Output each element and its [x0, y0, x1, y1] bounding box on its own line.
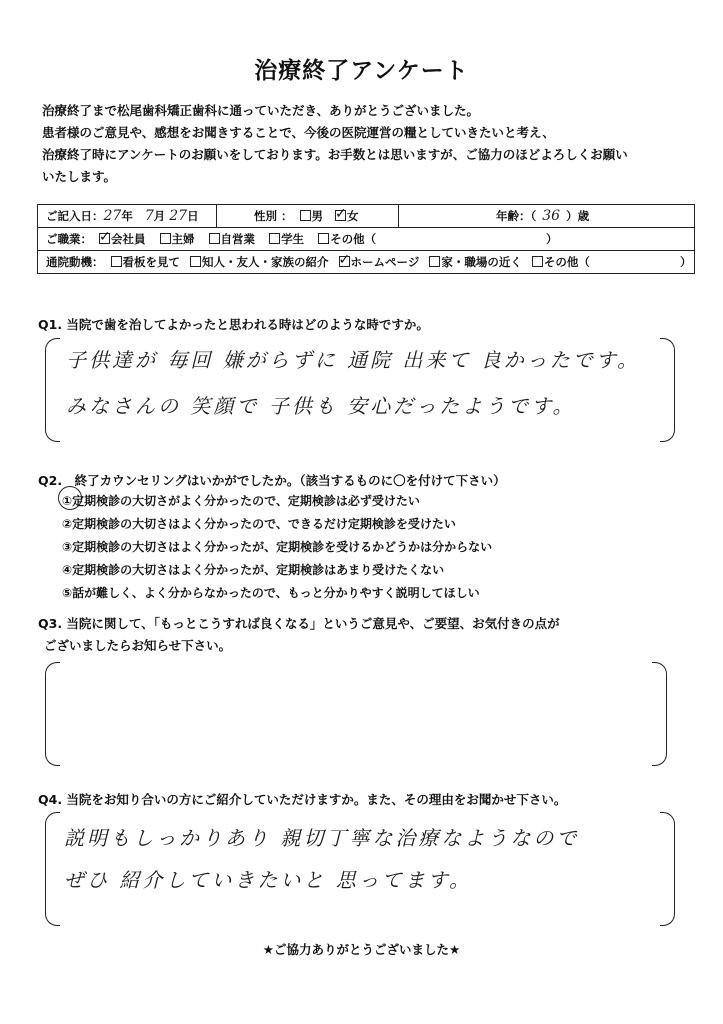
date-field[interactable] — [46, 205, 199, 227]
q3-bracket-right — [652, 662, 667, 766]
q1-answer-line: 子供達が 毎回 嫌がらずに 通院 出来て 良かったです。 — [66, 348, 641, 372]
q3-answer-box[interactable] — [66, 662, 651, 762]
visit-option: その他（ — [543, 255, 590, 269]
age-field[interactable] — [496, 205, 589, 227]
q1-bracket-left — [45, 338, 60, 442]
q4-label: Q4. 当院をお知り合いの方にご紹介していただけますか。また、その理由をお聞かせ下さい。 — [38, 792, 567, 807]
info-table — [37, 204, 695, 274]
checkbox-visit-homepage[interactable] — [339, 256, 350, 267]
q2-label: Q2. 終了カウンセリングはいかがでしたか。（該当するものに〇を付けて下さい） — [38, 473, 506, 488]
age-value: 36 — [542, 208, 561, 224]
year-unit: 年 — [121, 209, 133, 223]
info-row-visit — [38, 251, 694, 273]
intro-line: 患者様のご意見や、感想をお聞きすることで、今後の医院運営の糧としていきたいと考え、 — [42, 125, 555, 140]
visit-option: 知人・友人・家族の紹介 — [202, 255, 329, 269]
checkbox-job-company[interactable] — [99, 233, 110, 244]
job-field — [46, 228, 376, 250]
q2-option-4[interactable]: ④定期検診の大切さはよく分かったが、定期検診はあまり受けたくない — [62, 563, 445, 577]
q4-answer-box[interactable] — [64, 812, 659, 922]
q3-label-line1: Q3. 当院に関して、「もっとこうすれば良くなる」というご意見や、ご要望、お気付きの点が — [38, 616, 560, 631]
job-option: 学生 — [281, 232, 305, 246]
q1-label: Q1. 当院で歯を治してよかったと思われる時はどのような時ですか。 — [38, 317, 429, 332]
checkbox-job-selfemployed[interactable] — [209, 233, 220, 244]
date-label: ご記入日： — [46, 209, 104, 223]
day-unit: 日 — [187, 209, 199, 223]
q4-bracket-right — [660, 812, 675, 926]
visit-label: 通院動機： — [46, 255, 104, 269]
checkbox-job-housewife[interactable] — [160, 233, 171, 244]
q4-answer-line: ぜひ 紹介していきたいと 思ってます。 — [64, 868, 473, 892]
checkbox-job-student[interactable] — [269, 233, 280, 244]
age-label: 年齢：（ — [496, 209, 537, 223]
checkbox-visit-nearby[interactable] — [429, 256, 440, 267]
job-option: 自営業 — [220, 232, 256, 246]
visit-option: 看板を見て — [122, 255, 181, 269]
info-row-job — [38, 228, 694, 251]
job-close: ） — [546, 232, 558, 246]
q1-answer-box[interactable] — [66, 338, 661, 438]
q3-bracket-left — [45, 662, 60, 766]
intro-line: いたします。 — [42, 169, 117, 184]
divider — [398, 205, 399, 227]
intro-line: 治療終了時にアンケートのお願いをしております。お手数とは思いますが、ご協力のほどよろしくお願い — [42, 147, 628, 162]
checkbox-visit-sign[interactable] — [111, 256, 122, 267]
date-month: 7 — [144, 208, 154, 224]
footer-thanks: ★ご協力ありがとうございました★ — [262, 942, 461, 957]
gender-male-label: 男 — [311, 209, 324, 223]
info-row-date — [38, 205, 694, 228]
date-year: 27 — [103, 208, 122, 224]
visit-option: ホームページ — [350, 255, 420, 269]
gender-field — [254, 205, 359, 227]
q2-option-5[interactable]: ⑤話が難しく、よく分からなかったので、もっと分かりやすく説明してほしい — [62, 586, 480, 600]
job-option: その他（ — [330, 232, 377, 246]
date-day: 27 — [169, 208, 188, 224]
intro-text — [42, 100, 682, 188]
q2-option-1[interactable]: ①定期検診の大切さがよく分かったので、定期検診は必ず受けたい — [62, 494, 420, 508]
checkbox-female[interactable] — [335, 210, 346, 221]
page-title: 治療終了アンケート — [254, 58, 469, 84]
checkbox-male[interactable] — [300, 210, 311, 221]
checkbox-visit-other[interactable] — [532, 256, 543, 267]
q4-bracket-left — [45, 812, 60, 926]
q3-label-line2: ございましたらお知らせ下さい。 — [44, 638, 232, 653]
gender-female-label: 女 — [347, 209, 359, 223]
month-unit: 月 — [153, 209, 166, 223]
job-label: ご職業： — [46, 232, 92, 246]
q4-answer-line: 説明もしっかりあり 親切丁寧な治療なようなので — [64, 826, 580, 850]
checkbox-visit-referral[interactable] — [190, 256, 201, 267]
q2-option-3[interactable]: ③定期検診の大切さはよく分かったが、定期検診を受けるかどうかは分からない — [62, 540, 493, 554]
job-option: 会社員 — [111, 232, 146, 246]
age-suffix: ）歳 — [566, 209, 590, 223]
q1-answer-line: みなさんの 笑顔で 子供も 安心だったようです。 — [66, 394, 576, 418]
q2-option-2[interactable]: ②定期検診の大切さはよく分かったので、できるだけ定期検診を受けたい — [62, 517, 456, 531]
checkbox-job-other[interactable] — [318, 233, 329, 244]
intro-line: 治療終了まで松尾歯科矯正歯科に通っていただき、ありがとうございました。 — [42, 103, 480, 118]
divider — [216, 205, 217, 227]
visit-option: 家・職場の近く — [441, 255, 522, 269]
q1-bracket-right — [660, 338, 675, 442]
visit-close: ） — [680, 255, 692, 269]
job-option: 主婦 — [171, 232, 195, 246]
gender-label: 性別 ： — [254, 209, 293, 223]
visit-field — [46, 251, 590, 273]
